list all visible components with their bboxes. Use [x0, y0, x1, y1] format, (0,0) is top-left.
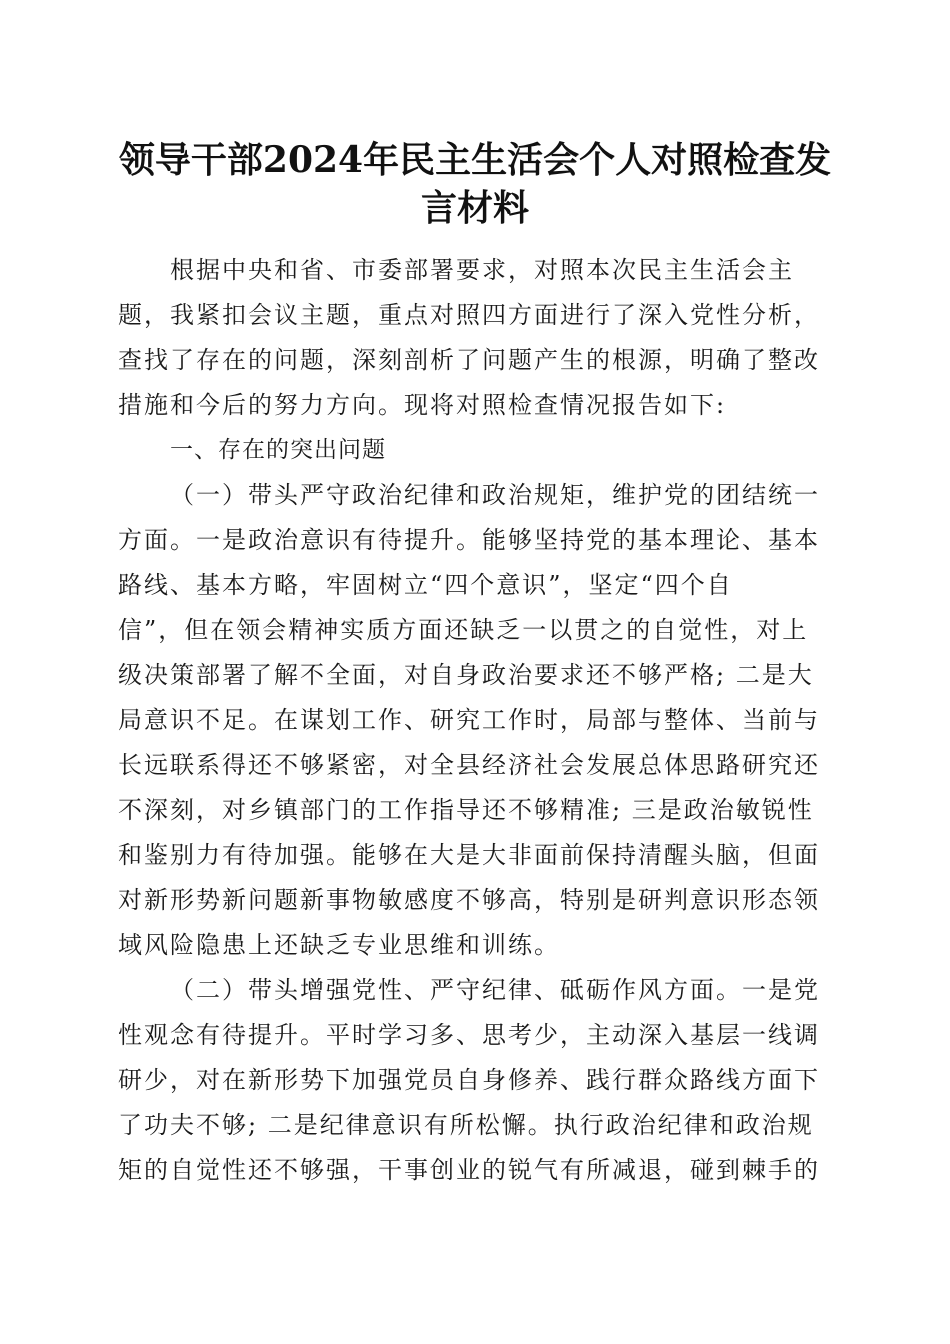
body-line: 题，我紧扣会议主题，重点对照四方面进行了深入党性分析，	[118, 301, 820, 329]
body-line: 路线、基本方略，牢固树立“四个意识”，坚定“四个自	[118, 571, 733, 599]
body-line: 方面。一是政治意识有待提升。能够坚持党的基本理论、基本	[118, 526, 820, 554]
body-line: 研少，对在新形势下加强党员自身修养、践行群众路线方面下	[118, 1066, 820, 1094]
body-line: 信”，但在领会精神实质方面还缺乏一以贯之的自觉性，对上	[118, 616, 809, 644]
body-line: 查找了存在的问题，深刻剖析了问题产生的根源，明确了整改	[118, 346, 820, 374]
body-line: 和鉴别力有待加强。能够在大是大非面前保持清醒头脑，但面	[118, 841, 820, 869]
body-line: 对新形势新问题新事物敏感度不够高，特别是研判意识形态领	[118, 886, 820, 914]
body-line: （二）带头增强党性、严守纪律、砥砺作风方面。一是党	[170, 976, 820, 1004]
body-line: 了功夫不够; 二是纪律意识有所松懈。执行政治纪律和政治规	[118, 1111, 814, 1139]
body-line: 性观念有待提升。平时学习多、思考少，主动深入基层一线调	[118, 1021, 820, 1049]
body-line: 级决策部署了解不全面，对自身政治要求还不够严格; 二是大	[118, 661, 814, 689]
section-heading: 一、存在的突出问题	[170, 437, 386, 463]
body-line: 根据中央和省、市委部署要求，对照本次民主生活会主	[170, 256, 794, 284]
body-line: （一）带头严守政治纪律和政治规矩，维护党的团结统一	[170, 481, 820, 509]
body-line: 矩的自觉性还不够强，干事创业的锐气有所减退，碰到棘手的	[118, 1156, 820, 1184]
body-line: 长远联系得还不够紧密，对全县经济社会发展总体思路研究还	[118, 751, 820, 779]
document-title-line-2: 言材料	[420, 187, 529, 229]
document-title-line-1: 领导干部2024年民主生活会个人对照检查发	[118, 139, 832, 181]
body-line: 不深刻，对乡镇部门的工作指导还不够精准; 三是政治敏锐性	[118, 796, 814, 824]
body-line: 域风险隐患上还缺乏专业思维和训练。	[118, 931, 560, 959]
body-line: 局意识不足。在谋划工作、研究工作时，局部与整体、当前与	[118, 706, 820, 734]
body-line: 措施和今后的努力方向。现将对照检查情况报告如下:	[118, 391, 727, 419]
